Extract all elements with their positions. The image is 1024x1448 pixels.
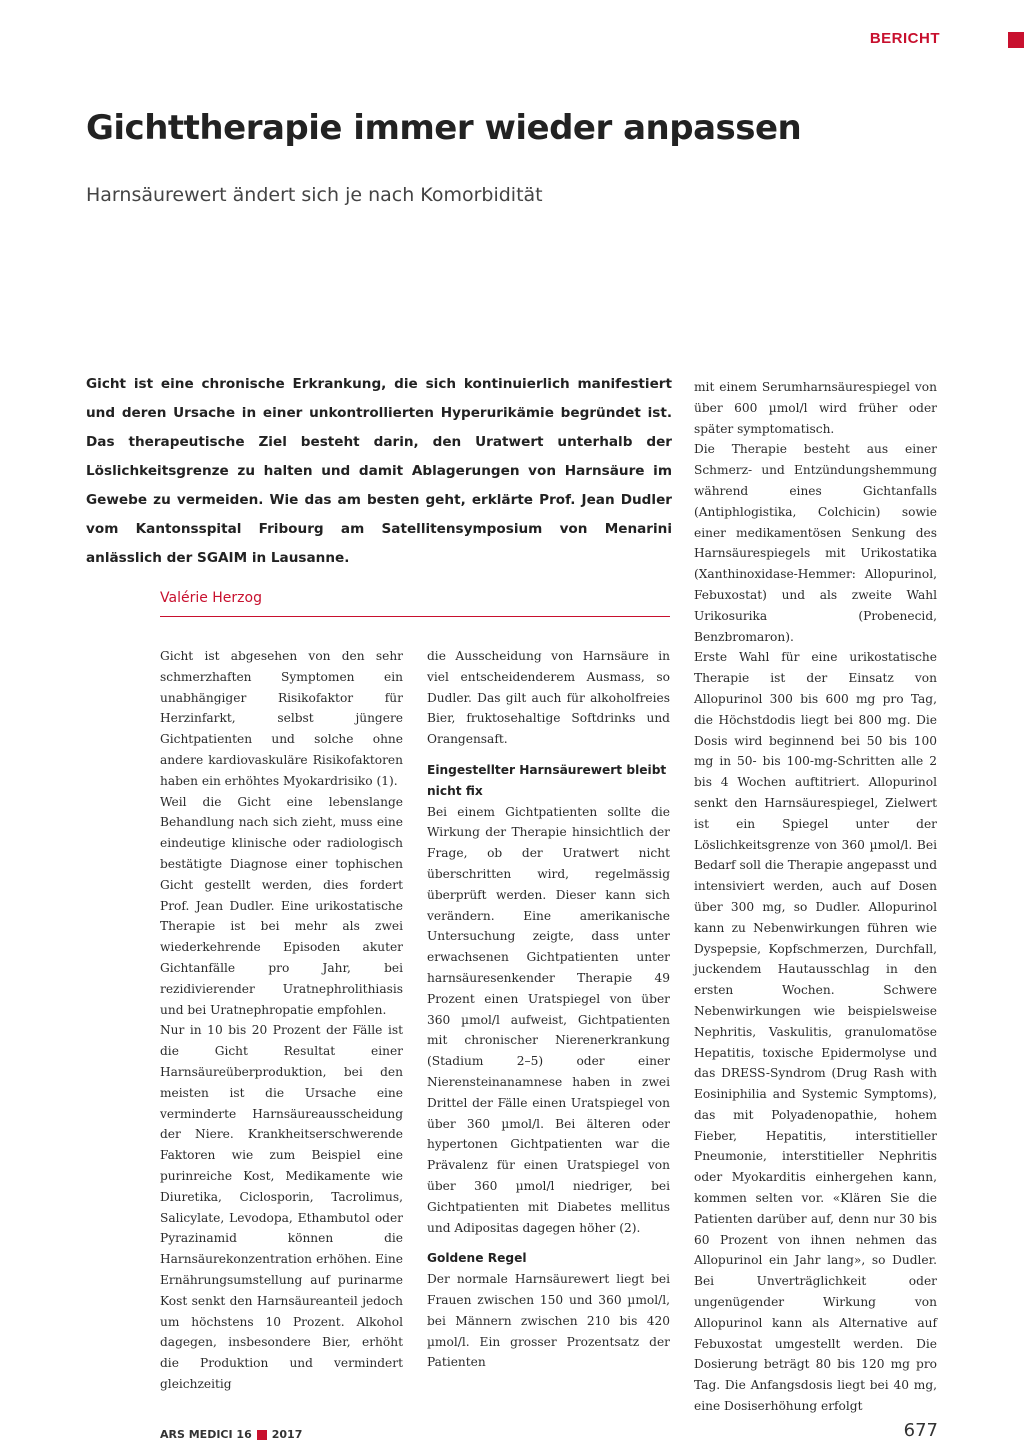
paragraph: die Ausscheidung von Harnsäure in viel entscheidenderem Ausmass, so Dudler. Das gilt auch für alkoholfreies Bier, fruktosehaltige Softdrinks und Orangensaft. (427, 649, 670, 747)
paragraph: Bei einem Gichtpatienten sollte die Wirkung der Therapie hinsichtlich der Frage, ob der Uratwert nicht überschritten wird, regelmässig überprüft werden. Dieser kann sich verändern. Eine amerikanische Untersuchung zeigte, dass unter erwachsenen Gichtpatienten unter harnsäuresenkender Therapie 49 Prozent einen Uratspiegel von über 360 µmol/l aufweist, Gichtpatienten mit chronischer Nierenerkrankung (Stadium 2–5) oder einer Nierensteinanamnese haben in zwei Drittel der Fälle einen Uratspiegel von über 360 µmol/l. Bei älteren oder hypertonen Gichtpatienten war die Prävalenz für einen Uratspiegel von über 360 µmol/l niedriger, bei Gichtpatienten mit Diabetes mellitus und Adipositas dagegen höher (2). (427, 804, 670, 1235)
section-heading: Eingestellter Harnsäurewert bleibt nicht fix (427, 762, 667, 798)
footer-journal (160, 1428, 302, 1441)
text-column-3 (694, 377, 937, 1417)
article-title: Gichttherapie immer wieder anpassen (86, 108, 802, 148)
section-label: BERICHT (869, 30, 940, 47)
paragraph: Nur in 10 bis 20 Prozent der Fälle ist die Gicht Resultat einer Harnsäureüberproduktion, bei den meisten ist die Ursache eine verminderte Harnsäureausscheidung der Niere. Krankheitserschwerende Faktoren wie zum Beispiel eine purinreiche Kost, Medikamente wie Diuretika, Ciclosporin, Tacrolimus, Salicylate, Levodopa, Ethambutol oder Pyrazinamid können die Harnsäurekonzentration erhöhen. Eine Ernährungsumstellung auf purinarme Kost senkt den Harnsäureanteil jedoch um höchstens 10 Prozent. Alkohol dagegen, insbesondere Bier, erhöht die Produktion und vermindert gleichzeitig (160, 1023, 403, 1391)
section-heading: Goldene Regel (427, 1251, 527, 1266)
footer-marker-square (257, 1430, 267, 1440)
text-column-2 (427, 646, 670, 1373)
article-subtitle: Harnsäurewert ändert sich je nach Komorbidität (86, 184, 543, 206)
journal-year: 2017 (271, 1428, 303, 1441)
paragraph: Gicht ist abgesehen von den sehr schmerzhaften Symptomen ein unabhängiger Risikofaktor für Herzinfarkt, selbst jüngere Gichtpatienten und solche ohne andere kardiovaskuläre Risikofaktoren haben ein erhöhtes Myokardrisiko (1). (160, 649, 403, 788)
text-column-1 (160, 646, 403, 1395)
paragraph: Die Therapie besteht aus einer Schmerz- und Entzündungshemmung während eines Gichtanfalls (Antiphlogistika, Colchicin) sowie einer medikamentösen Senkung des Harnsäurespiegels mit Urikostatika (Xanthinoxidase-Hemmer: Allopurinol, Febuxostat) und als zweite Wahl Urikosurika (Probenecid, Benzbromaron). (694, 442, 937, 644)
paragraph: Der normale Harnsäurewert liegt bei Frauen zwischen 150 und 360 µmol/l, bei Männern zwischen 210 bis 420 µmol/l. Ein grosser Prozentsatz der Patienten (427, 1272, 670, 1370)
paragraph: Erste Wahl für eine urikostatische Therapie ist der Einsatz von Allopurinol 300 bis 600 mg pro Tag, die Höchstdodis liegt bei 800 mg. Die Dosis wird beginnend bei 50 bis 100 mg in 50- bis 100-mg-Schritten alle 2 bis 4 Wochen auftitriert. Allopurinol senkt den Harnsäurespiegel, Zielwert ist ein Spiegel unter der Löslichkeitsgrenze von 360 µmol/l. Bei Bedarf soll die Therapie angepasst und intensiviert werden, auch auf Dosen über 300 mg, so Dudler. Allopurinol kann zu Nebenwirkungen führen wie Dyspepsie, Kopfschmerzen, Durchfall, juckendem Hautausschlag in den ersten Wochen. Schwere Nebenwirkungen wie beispielsweise Nephritis, Vaskulitis, granulomatöse Hepatitis, toxische Epidermolyse und das DRESS-Syndrom (Drug Rash with Eosiniphilia and Systemic Symptoms), das mit Polyadenopathie, hohem Fieber, Hepatitis, interstitieller Pneumonie, interstitieller Nephritis oder Myokarditis einhergehen kann, kommen selten vor. «Klären Sie die Patienten darüber auf, denn nur 30 bis 60 Prozent von ihnen nehmen das Allopurinol ein Jahr lang», so Dudler. Bei Unverträglichkeit oder ungenügender Wirkung von Allopurinol kann als Alternative auf Febuxostat umgestellt werden. Die Dosierung beträgt 80 bis 120 mg pro Tag. Die Anfangsdosis liegt bei 40 mg, eine Dosiserhöhung erfolgt (694, 650, 937, 1414)
paragraph: mit einem Serumharnsäurespiegel von über 600 µmol/l wird früher oder später symptomatisch. (694, 380, 937, 436)
article-lead: Gicht ist eine chronische Erkrankung, die sich kontinuierlich manifestiert und deren Ursache in einer unkontrollierten Hyperurikämie begründet ist. Das therapeutische Ziel besteht darin, den Uratwert unterhalb der Löslichkeitsgrenze zu halten und damit Ablagerungen von Harnsäure im Gewebe zu vermeiden. Wie das am besten geht, erklärte Prof. Jean Dudler vom Kantonsspital Fribourg am Satellitensymposium von Menarini anlässlich der SGAIM in Lausanne. (86, 376, 672, 566)
section-marker-square (1008, 32, 1024, 48)
author-name: Valérie Herzog (160, 590, 262, 606)
paragraph: Weil die Gicht eine lebenslange Behandlung nach sich zieht, muss eine eindeutige klinische oder radiologisch bestätigte Diagnose einer tophischen Gicht gestellt werden, dies fordert Prof. Jean Dudler. Eine urikostatische Therapie ist bei mehr als zwei wiederkehrende Episoden akuter Gichtanfälle pro Jahr, bei rezidivierender Uratnephrolithiasis und bei Uratnephropatie empfohlen. (160, 794, 403, 1017)
journal-name: ARS MEDICI 16 (160, 1428, 252, 1441)
author-divider (160, 616, 670, 617)
page-number: 677 (903, 1420, 938, 1441)
